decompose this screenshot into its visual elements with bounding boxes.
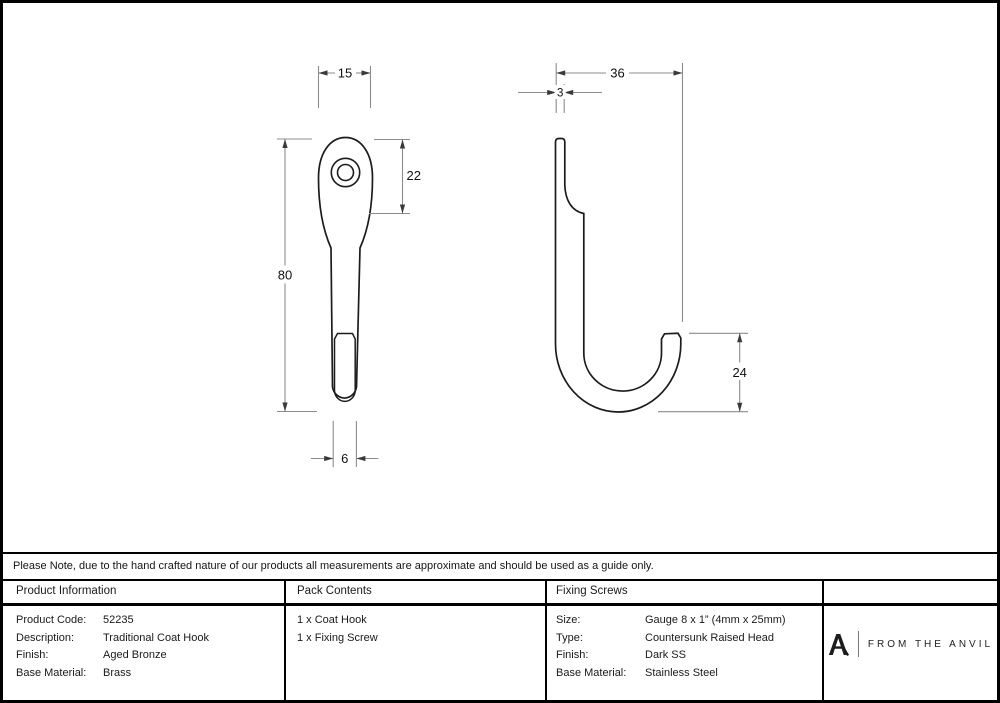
- pack-item: 1 x Coat Hook: [297, 614, 367, 626]
- pack-contents-cell: [286, 606, 547, 700]
- arrow-left-icon: [556, 70, 565, 75]
- arrow-down-icon: [282, 403, 287, 412]
- field-value: Dark SS: [645, 649, 686, 661]
- arrow-up-icon: [737, 333, 742, 342]
- field-value: Brass: [103, 666, 132, 679]
- field-label: Finish:: [16, 649, 49, 661]
- field-label: Product Code:: [16, 614, 87, 626]
- dim-side-thickness-label: 3: [556, 87, 564, 100]
- technical-drawing-area: [3, 3, 997, 552]
- fixing-screws-cell: [547, 606, 824, 700]
- arrow-down-icon: [400, 205, 405, 214]
- coat-hook-drawing: [3, 3, 997, 552]
- field-value: Gauge 8 x 1” (4mm x 25mm): [645, 614, 786, 626]
- dim-side-depth: [556, 63, 682, 322]
- arrow-left-icon: [356, 456, 365, 461]
- field-label: Finish:: [556, 649, 589, 661]
- screw-hole-inner: [338, 165, 354, 181]
- coat-hook-side-outline: [556, 139, 681, 412]
- product-information-list: [16, 606, 284, 682]
- arrow-right-icon: [674, 70, 683, 75]
- dim-front-slot-label: 22: [406, 168, 421, 183]
- dim-front-height-label: 80: [277, 267, 293, 283]
- arrow-up-icon: [282, 139, 287, 148]
- brand-divider: [858, 631, 859, 657]
- dim-front-slot: [369, 140, 410, 214]
- pack-item: 1 x Fixing Screw: [297, 631, 378, 644]
- anvil-logo-icon: [828, 633, 849, 656]
- table-header-row: [3, 581, 997, 606]
- brand-name: FROM THE ANVIL: [867, 638, 994, 650]
- header-product-information: Product Information: [3, 581, 286, 603]
- field-label: Description:: [16, 631, 75, 644]
- dim-front-width-label: 15: [337, 65, 353, 81]
- field-label: Size:: [556, 614, 581, 626]
- hook-tip-front-detail: [335, 334, 356, 402]
- header-brand-cell: [824, 581, 997, 603]
- arrow-right-icon: [362, 70, 371, 75]
- pack-contents-list: [297, 606, 545, 647]
- field-label: Base Material:: [556, 666, 627, 679]
- brand-cell: [824, 606, 997, 700]
- fixing-screws-list: [556, 606, 822, 682]
- product-information-cell: [3, 606, 286, 700]
- field-label: Type:: [556, 631, 583, 644]
- arrow-right-icon: [324, 456, 333, 461]
- brand-logo: [828, 631, 993, 657]
- field-value: Countersunk Raised Head: [645, 631, 775, 644]
- field-value: Stainless Steel: [645, 666, 718, 679]
- screw-hole-outer: [331, 158, 359, 186]
- dim-front-tip-label: 6: [341, 451, 349, 466]
- dim-side-hook-rise-label: 24: [732, 365, 747, 380]
- arrow-up-icon: [400, 140, 405, 149]
- arrow-down-icon: [737, 403, 742, 412]
- table-body-row: [3, 606, 997, 700]
- info-table: [3, 581, 997, 700]
- disclaimer-note: [3, 552, 997, 581]
- coat-hook-front-outline: [319, 138, 373, 399]
- header-fixing-screws: Fixing Screws: [547, 581, 824, 603]
- side-view: [518, 63, 750, 412]
- field-value: 52235: [103, 614, 134, 626]
- dim-side-depth-label: 36: [610, 65, 625, 81]
- arrow-left-icon: [319, 70, 328, 75]
- note-text: Please Note, due to the hand crafted nature of our products all measurements are approximate and should be used as a guide only.: [13, 560, 654, 572]
- header-pack-contents: Pack Contents: [286, 581, 547, 603]
- field-label: Base Material:: [16, 666, 87, 679]
- field-value: Aged Bronze: [103, 649, 167, 661]
- field-value: Traditional Coat Hook: [103, 631, 209, 644]
- front-view: [276, 66, 421, 468]
